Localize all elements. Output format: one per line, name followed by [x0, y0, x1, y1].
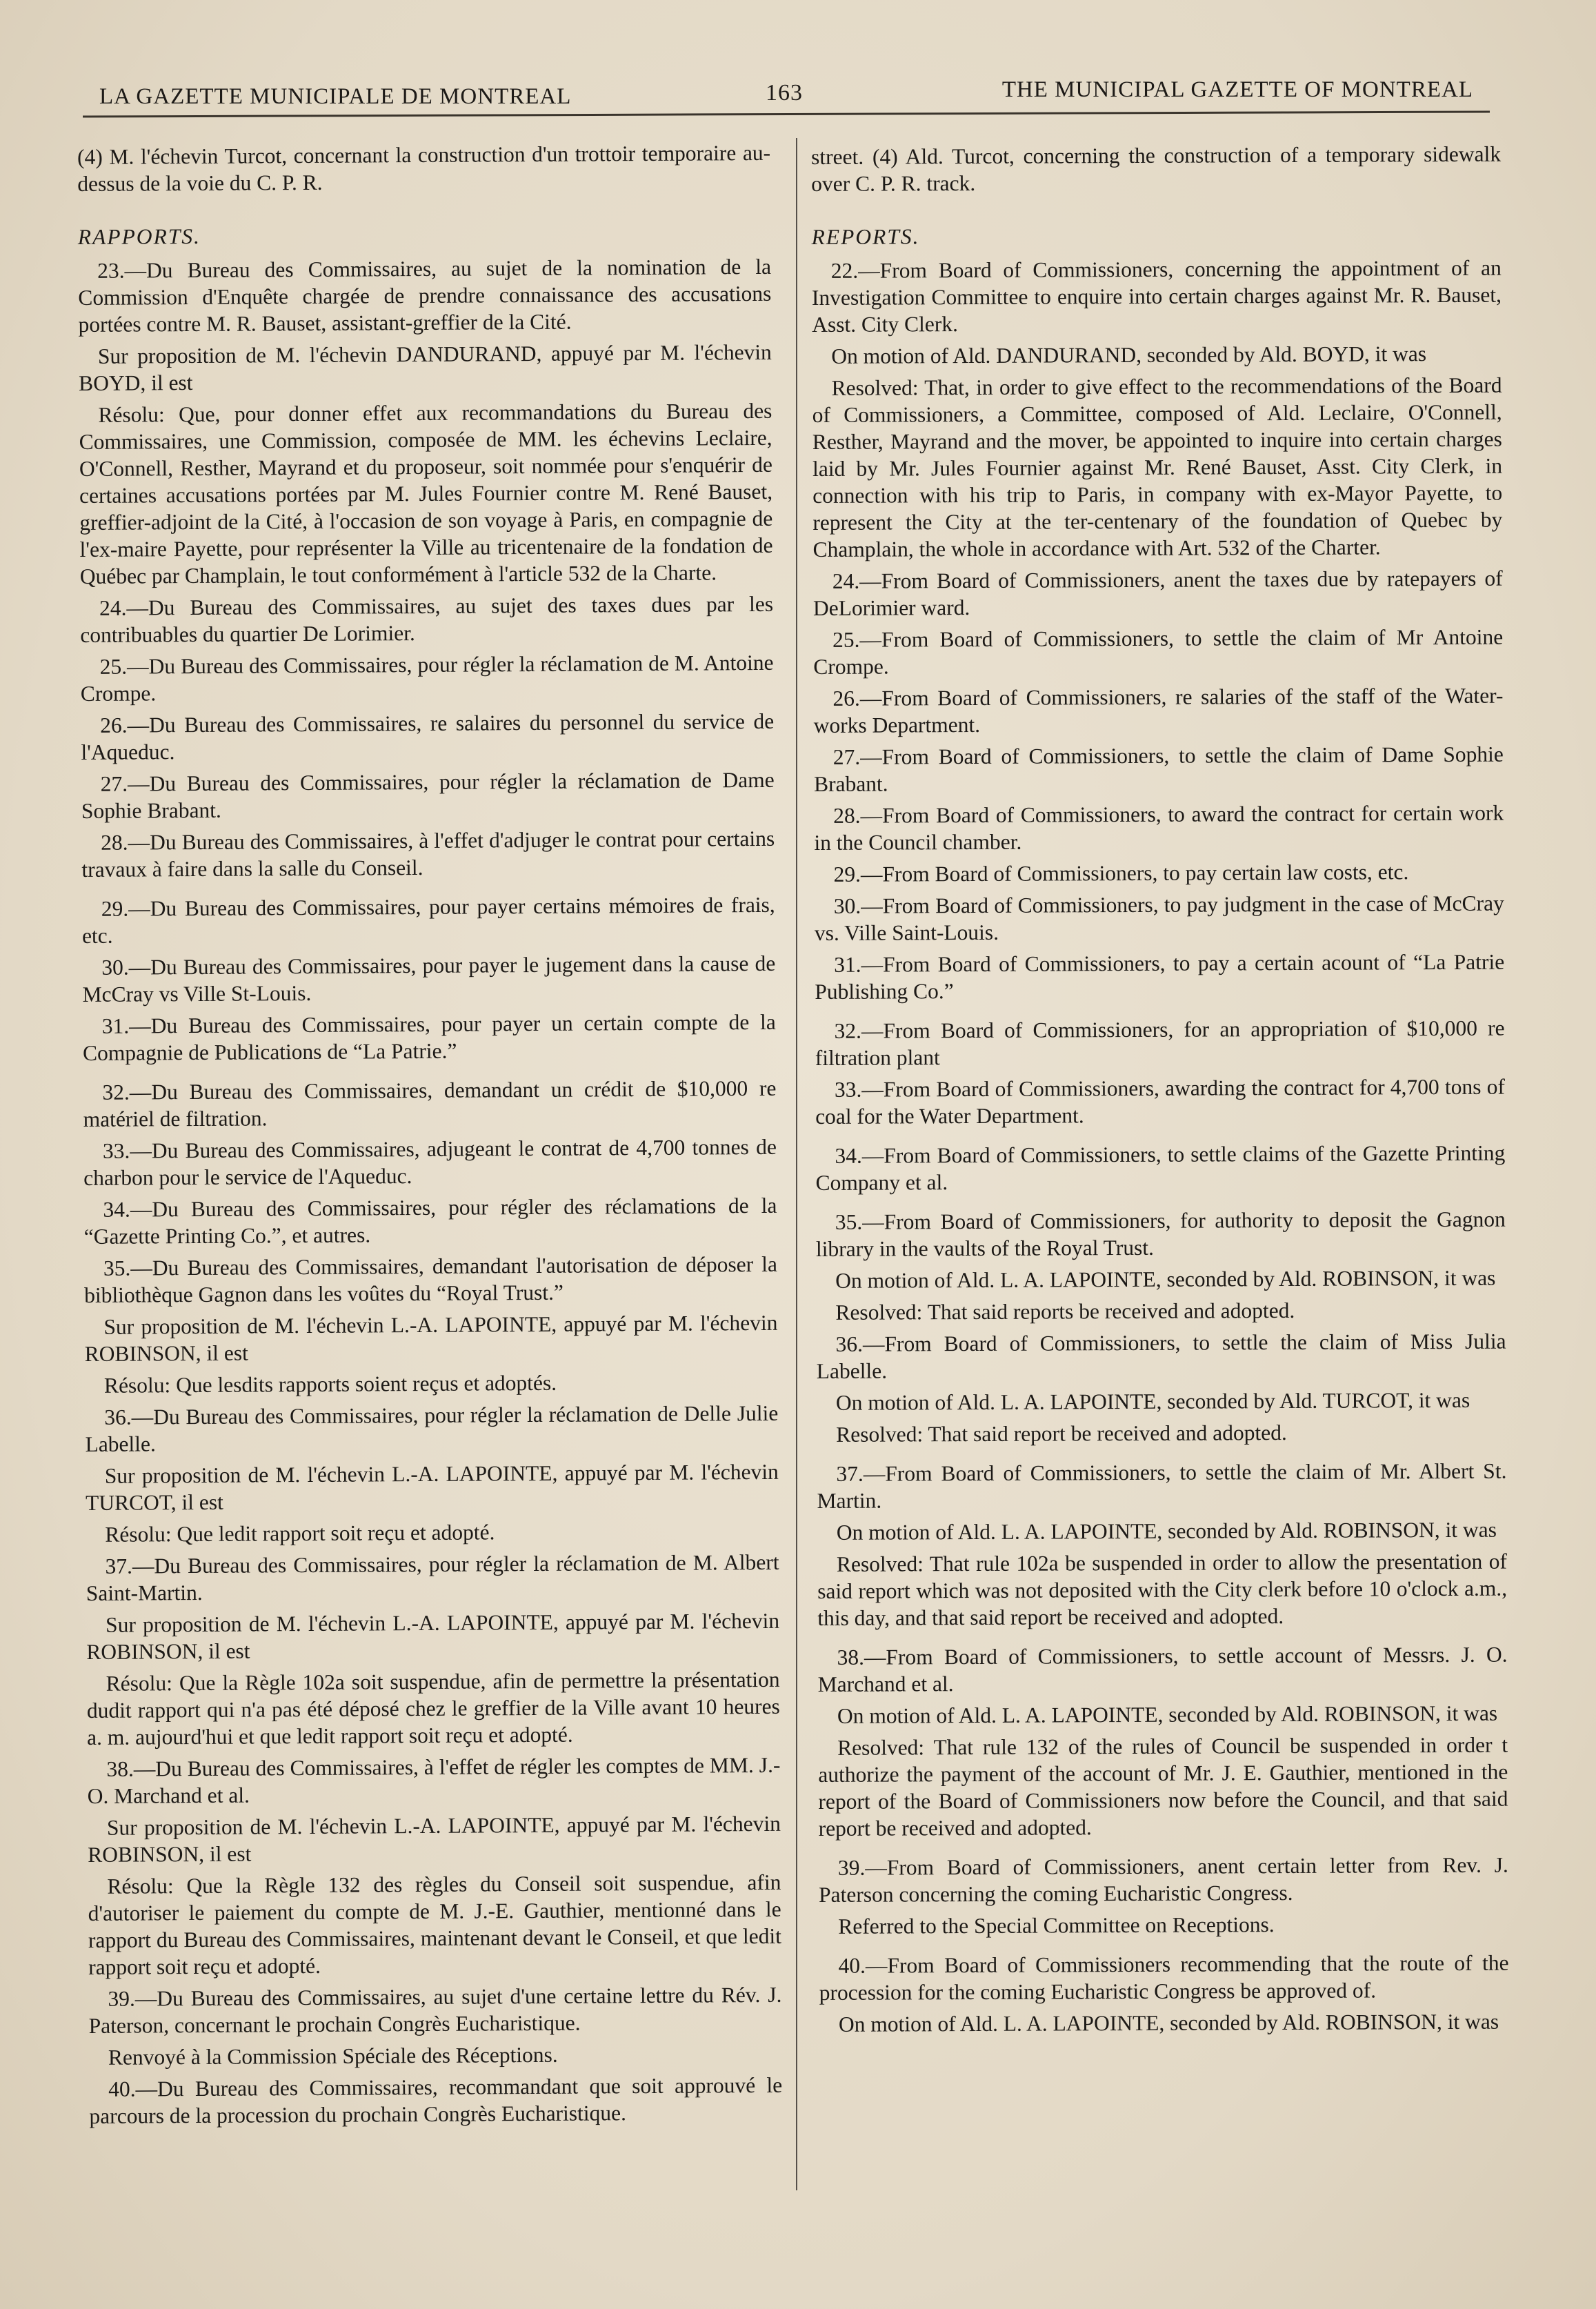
paragraph: 29.—From Board of Commissioners, to pay certain law costs, etc.: [833, 860, 1409, 886]
paragraph: 32.—From Board of Commissioners, for an appropriation of $10,000 re filtration plant: [815, 1015, 1505, 1070]
section-heading: RAPPORTS.: [77, 224, 201, 249]
paragraph: 36.—Du Bureau des Commissaires, pour régler la réclamation de Delle Julie Labelle.: [85, 1400, 779, 1456]
paragraph: 35.—From Board of Commissioners, for authority to deposit the Gagnon library in the vaults of the Royal Trust.: [815, 1207, 1506, 1261]
paragraph: 37.—From Board of Commissioners, to settle the claim of Mr. Albert St. Martin.: [817, 1458, 1507, 1513]
paragraph: Resolved: That rule 102a be suspended in order to allow the presentation of said report which was not deposited with the City clerk before 10 o'clock a.m., this day, and that said report be received and adopted.: [817, 1549, 1508, 1630]
paragraph: Sur proposition de M. l'échevin DANDURAND, appuyé par M. l'échevin BOYD, il est: [79, 339, 772, 395]
paragraph: On motion of Ald. L. A. LAPOINTE, seconded by Ald. ROBINSON, it was: [837, 1701, 1498, 1728]
column-divider: [796, 138, 797, 2190]
paragraph: Sur proposition de M. l'échevin L.-A. LAPOINTE, appuyé par M. l'échevin TURCOT, il est: [85, 1459, 779, 1515]
page-header: [97, 75, 1476, 116]
header-french-title: LA GAZETTE MUNICIPALE DE MONTREAL: [99, 84, 572, 109]
paragraph: Resolved: That, in order to give effect to the recommendations of the Board of Commissioners, a Committee, composed of Ald. Leclaire, O'Connell, Resther, Mayrand and the mover, be appointed to inquire into certain charges laid by Mr. Jules Fournier against Mr. René Bauset, Asst. City Clerk, in connection with his trip to Paris, in company with ex-Mayor Payette, to represent the City at the ter-centenary of the foundation of Quebec by Champlain, the whole in accordance with Art. 532 of the Charter.: [812, 373, 1503, 562]
paragraph: 25.—From Board of Commissioners, to settle the claim of Mr Antoine Crompe.: [813, 624, 1504, 679]
paragraph: On motion of Ald. L. A. LAPOINTE, seconded by Ald. ROBINSON, it was: [838, 2009, 1499, 2037]
paragraph: 31.—From Board of Commissioners, to pay a certain acount of “La Patrie Publishing Co.”: [815, 949, 1505, 1004]
paragraph: 28.—Du Bureau des Commissaires, à l'effet d'adjuger le contrat pour certains travaux à faire dans la salle du Conseil.: [81, 826, 775, 882]
paragraph: 28.—From Board of Commissioners, to award the contract for certain work in the Council chamber.: [814, 800, 1504, 855]
paragraph: Sur proposition de M. l'échevin L.-A. LAPOINTE, appuyé par M. l'échevin ROBINSON, il est: [88, 1811, 781, 1867]
paragraph: Résolu: Que lesdits rapports soient reçus et adoptés.: [103, 1370, 557, 1398]
paragraph: 33.—From Board of Commissioners, awarding the contract for 4,700 tons of coal for the Water Department.: [815, 1074, 1506, 1129]
paragraph: 27.—Du Bureau des Commissaires, pour régler la réclamation de Dame Sophie Brabant.: [81, 767, 775, 823]
paragraph: 30.—From Board of Commissioners, to pay judgment in the case of McCray vs. Ville Saint-Louis.: [814, 891, 1504, 945]
paragraph: On motion of Ald. DANDURAND, seconded by Ald. BOYD, it was: [831, 341, 1427, 368]
paragraph: 35.—Du Bureau des Commissaires, demandant l'autorisation de déposer la bibliothèque Gagnon dans les voûtes du “Royal Trust.”: [84, 1251, 778, 1307]
paragraph: 26.—From Board of Commissioners, re salaries of the staff of the Water-works Department.: [813, 683, 1504, 737]
paragraph: Resolved: That said report be received and adopted.: [836, 1420, 1287, 1447]
paragraph: Referred to the Special Committee on Receptions.: [838, 1912, 1275, 1939]
paragraph: Résolu: Que, pour donner effet aux recommandations du Bureau des Commissaires, une Commission, composée de MM. les échevins Leclaire, O'Connell, Resther, Mayrand et du proposeur, soit nommée pour s'enquérir de certaines accusations portées par M. Jules Fournier contre M. René Bauset, greffier-adjoint de la Cité, à l'occasion de son voyage à Paris, en compagnie de l'ex-maire Payette, pour représenter la Ville au tricentenaire de la fondation de Québec par Champlain, le tout conformément à l'article 532 de la Charte.: [79, 398, 773, 588]
paragraph: 26.—Du Bureau des Commissaires, re salaires du personnel du service de l'Aqueduc.: [81, 708, 775, 764]
paragraph: 37.—Du Bureau des Commissaires, pour régler la réclamation de M. Albert Saint-Martin.: [86, 1549, 779, 1605]
paragraph: 24.—From Board of Commissioners, anent the taxes due by ratepayers of DeLorimier ward.: [812, 566, 1503, 620]
french-column: [77, 139, 783, 2134]
paragraph: On motion of Ald. L. A. LAPOINTE, seconded by Ald. TURCOT, it was: [835, 1387, 1470, 1415]
paragraph: 38.—From Board of Commissioners, to settle account of Messrs. J. O. Marchand et al.: [817, 1642, 1508, 1696]
paragraph: 27.—From Board of Commissioners, to settle the claim of Dame Sophie Brabant.: [813, 742, 1504, 796]
paragraph: 36.—From Board of Commissioners, to settle the claim of Miss Julia Labelle.: [816, 1329, 1506, 1383]
paragraph: street. (4) Ald. Turcot, concerning the construction of a temporary sidewalk over C. P. R. track.: [811, 141, 1502, 196]
paragraph: On motion of Ald. L. A. LAPOINTE, seconded by Ald. ROBINSON, it was: [836, 1517, 1497, 1545]
paragraph: 25.—Du Bureau des Commissaires, pour régler la réclamation de M. Antoine Crompe.: [80, 650, 774, 706]
paragraph: 33.—Du Bureau des Commissaires, adjugeant le contrat de 4,700 tonnes de charbon pour le service de l'Aqueduc.: [83, 1134, 777, 1190]
paragraph: Résolu: Que ledit rapport soit reçu et adopté.: [105, 1520, 495, 1547]
section-heading: REPORTS.: [811, 224, 920, 249]
paragraph: Resolved: That said reports be received and adopted.: [835, 1298, 1295, 1325]
page-number: 163: [766, 80, 803, 106]
paragraph: 38.—Du Bureau des Commissaires, à l'effet de régler les comptes de MM. J.-O. Marchand et al.: [87, 1752, 781, 1808]
paragraph: Sur proposition de M. l'échevin L.-A. LAPOINTE, appuyé par M. l'échevin ROBINSON, il est: [84, 1310, 778, 1366]
paragraph: 34.—Du Bureau des Commissaires, pour régler des réclamations de la “Gazette Printing Co.”, et autres.: [83, 1193, 777, 1249]
paragraph: 39.—Du Bureau des Commissaires, au sujet d'une certaine lettre du Rév. J. Paterson, concernant le prochain Congrès Eucharistique.: [88, 1982, 782, 2038]
paragraph: Resolved: That rule 132 of the rules of Council be suspended in order t authorize the payment of the account of Mr. J. E. Gauthier, mentioned in the report of the Board of Commissioners now before the Council, and that said report be received and adopted.: [818, 1732, 1508, 1841]
paragraph: 22.—From Board of Commissioners, concerning the appointment of an Investigation Committee to enquire into certain charges against Mr. R. Bauset, Asst. City Clerk.: [811, 255, 1502, 337]
english-column: [811, 141, 1509, 2043]
paragraph: 34.—From Board of Commissioners, to settle claims of the Gazette Printing Company et al.: [815, 1140, 1506, 1195]
paragraph: 31.—Du Bureau des Commissaires, pour payer un certain compte de la Compagnie de Publications de “La Patrie.”: [82, 1009, 776, 1065]
paragraph: 24.—Du Bureau des Commissaires, au sujet des taxes dues par les contribuables du quartier De Lorimier.: [80, 591, 774, 647]
paragraph: 40.—Du Bureau des Commissaires, recommandant que soit approuvé le parcours de la procession du prochain Congrès Eucharistique.: [89, 2072, 783, 2128]
paragraph: On motion of Ald. L. A. LAPOINTE, seconded by Ald. ROBINSON, it was: [835, 1265, 1496, 1293]
paragraph: 30.—Du Bureau des Commissaires, pour payer le jugement dans la cause de McCray vs Ville St-Louis.: [82, 951, 776, 1007]
paragraph: (4) M. l'échevin Turcot, concernant la construction d'un trottoir temporaire au-dessus de la voie du C. P. R.: [77, 140, 771, 196]
paragraph: Résolu: Que la Règle 102a soit suspendue, afin de permettre la présentation dudit rapport qui n'a pas été déposé chez le greffier de la Ville avant 10 heures a. m. aujourd'hui et que ledit rapport soit reçu et adopté.: [86, 1667, 780, 1750]
paragraph: 40.—From Board of Commissioners recommending that the route of the procession for the coming Eucharistic Congress be approved of.: [819, 1950, 1509, 2005]
paragraph: 23.—Du Bureau des Commissaires, au sujet de la nomination de la Commission d'Enquête chargée de prendre connaissance des accusations portées contre M. R. Bauset, assistant-greffier de la Cité.: [78, 254, 772, 337]
paragraph: Renvoyé à la Commission Spéciale des Réceptions.: [108, 2042, 558, 2070]
paragraph: 32.—Du Bureau des Commissaires, demandant un crédit de $10,000 re matériel de filtration.: [83, 1076, 777, 1131]
paragraph: 39.—From Board of Commissioners, anent certain letter from Rev. J. Paterson concerning the coming Eucharistic Congress.: [818, 1852, 1508, 1907]
paragraph: Sur proposition de M. l'échevin L.-A. LAPOINTE, appuyé par M. l'échevin ROBINSON, il est: [86, 1608, 780, 1664]
paragraph: 29.—Du Bureau des Commissaires, pour payer certains mémoires de frais, etc.: [81, 892, 775, 948]
header-english-title: THE MUNICIPAL GAZETTE OF MONTREAL: [1001, 77, 1473, 102]
paragraph: Résolu: Que la Règle 132 des règles du Conseil soit suspendue, afin d'autoriser le paiement du compte de M. J.-E. Gauthier, mentionné dans le rapport du Bureau des Commissaires, maintenant devant le Conseil, et que ledit rapport soit reçu et adopté.: [88, 1870, 781, 1979]
